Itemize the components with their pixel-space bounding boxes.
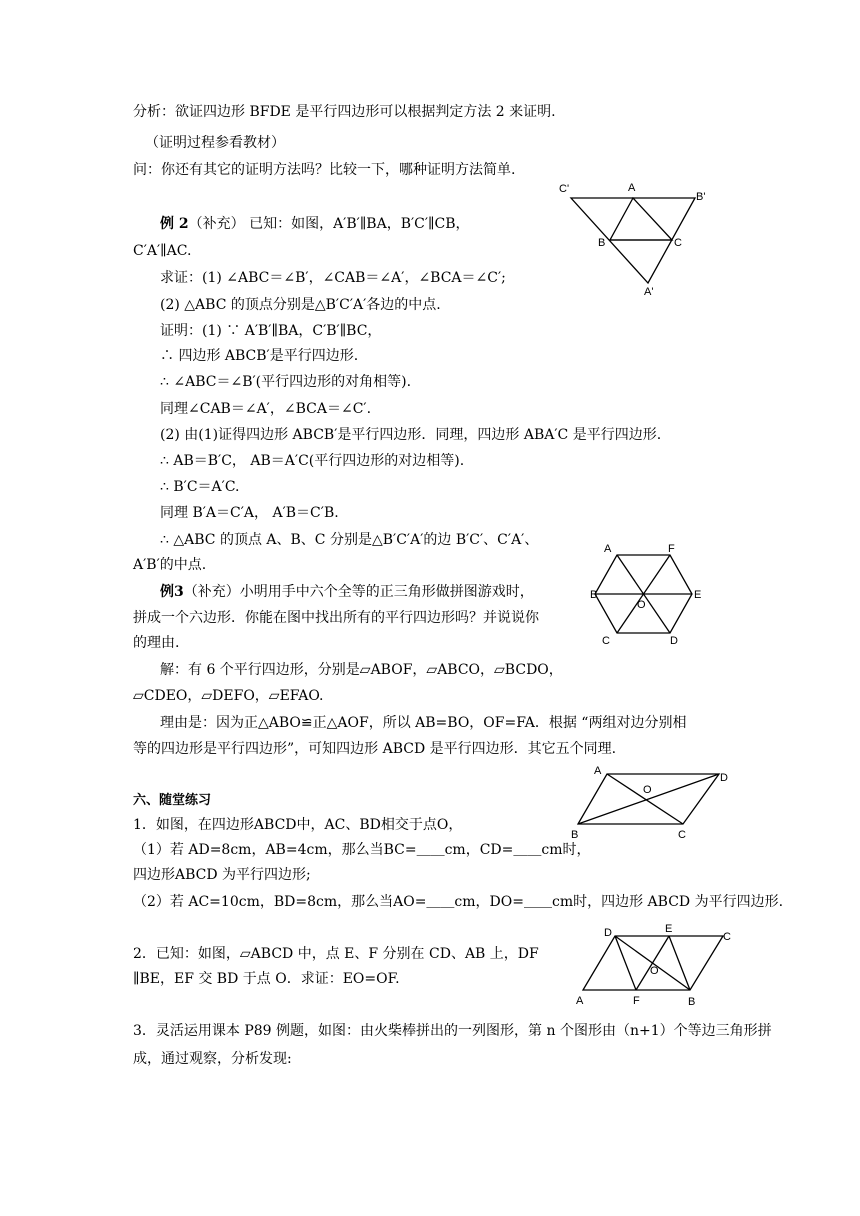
label-o: O — [637, 599, 646, 611]
example3-text-3: 的理由. — [133, 635, 180, 651]
exercise2-question: 2．已知：如图，▱ABCD 中，点 E、F 分别在 CD、AB 上，DF — [133, 946, 539, 962]
reason-line-2: 等的四边形是平行四边形”，可知四边形 ABCD 是平行四边形．其它五个同理. — [133, 741, 617, 757]
label-a-prime: A' — [644, 286, 654, 298]
label-b-prime: B' — [696, 191, 706, 203]
proof-line-2: ∴ 四边形 ABCB′是平行四边形. — [160, 348, 359, 364]
figure-parallelogram-efo — [570, 920, 740, 1012]
solution-line-2: ▱CDEO，▱DEFO，▱EFAO. — [133, 688, 324, 704]
diagonal-bd — [578, 774, 719, 824]
proof-line-7: ∴ B′C＝A′C. — [160, 479, 240, 495]
label-d: D — [670, 635, 678, 647]
example3-text-2: 拼成一个六边形．你能在图中找出所有的平行四边形吗？并说说你 — [133, 610, 539, 626]
proof-line-9: ∴ △ABC 的顶点 A、B、C 分别是△B′C′A′的边 B′C′、C′A′、 — [160, 532, 539, 548]
label-b: B — [571, 829, 579, 841]
example2-heading — [160, 214, 470, 234]
label-a: A — [628, 182, 636, 194]
example2-label: 例 2 — [160, 216, 189, 232]
exercise1-part1-cont: 四边形ABCD 为平行四边形; — [133, 867, 311, 883]
example2-prove-1: 求证：(1) ∠ABC＝∠B′，∠CAB＝∠A′，∠BCA＝∠C′; — [160, 270, 506, 286]
label-c: C — [674, 237, 682, 249]
label-c-prime: C' — [559, 183, 570, 195]
figure-parallelogram-abcd — [565, 762, 745, 846]
reason-line-1: 理由是：因为正△ABO≌正△AOF，所以 AB=BO，OF=FA．根据 “两组对边分别相 — [160, 715, 687, 731]
segment-ef — [636, 936, 669, 990]
label-a: A — [604, 543, 612, 555]
diagonal-ac — [607, 774, 683, 824]
label-d: D — [604, 927, 612, 939]
label-b: B — [590, 589, 598, 601]
proof-line-3: ∴ ∠ABC＝∠B′(平行四边形的对角相等). — [160, 374, 412, 390]
proof-line-1: 证明：(1) ∵ A′B′∥BA，C′B′∥BC， — [160, 323, 382, 339]
label-o: O — [643, 784, 652, 796]
section-heading-practice: 六、随堂练习 — [133, 793, 212, 808]
proof-line-4: 同理∠CAB＝∠A′，∠BCA＝∠C′. — [160, 401, 372, 417]
label-e: E — [665, 923, 673, 935]
exercise1-part1: （1）若 AD=8cm，AB=4cm，那么当BC=＿＿cm，CD=＿＿cm时， — [133, 842, 591, 858]
exercise3-question: 3．灵活运用课本 P89 例题，如图：由火柴棒拼出的一列图形，第 n 个图形由（n+1）个等边三角形拼 — [133, 1023, 772, 1039]
reference-note: （证明过程参看教材） — [145, 135, 285, 151]
solution-line-1: 解：有 6 个平行四边形，分别是▱ABOF，▱ABCO，▱BCDO， — [160, 662, 563, 678]
inner-triangle — [610, 198, 672, 240]
label-e: E — [694, 589, 702, 601]
label-c: C — [678, 829, 686, 841]
analysis-line: 分析：欲证四边形 BFDE 是平行四边形可以根据判定方法 2 来证明. — [133, 104, 556, 120]
exercise2-question-cont: ∥BE，EF 交 BD 于点 O．求证：EO=OF. — [133, 971, 400, 987]
example2-given: （补充） 已知：如图，A′B′∥BA，B′C′∥CB， — [188, 216, 470, 232]
label-d: D — [720, 772, 728, 784]
figure-midpoint-triangle — [555, 180, 715, 300]
label-a: A — [576, 995, 584, 1007]
proof-line-6: ∴ AB＝B′C， AB＝A′C(平行四边形的对边相等). — [160, 453, 465, 469]
label-f: F — [633, 995, 640, 1007]
label-b: B — [598, 237, 606, 249]
example3-text: （补充）小明用手中六个全等的正三角形做拼图游戏时， — [183, 584, 534, 600]
example3-heading — [160, 582, 534, 602]
exercise1-question: 1．如图，在四边形ABCD中，AC、BD相交于点O， — [133, 817, 463, 833]
label-b: B — [688, 996, 696, 1008]
example2-prove-2: (2) △ABC 的顶点分别是△B′C′A′各边的中点. — [160, 297, 441, 313]
exercise1-part2: （2）若 AC=10cm，BD=8cm，那么当AO=＿＿cm，DO=＿＿cm时，四边形 ABCD 为平行四边形. — [133, 894, 784, 910]
example3-label: 例3 — [160, 584, 184, 600]
figure-hexagon — [590, 540, 710, 650]
label-a: A — [594, 765, 602, 777]
proof-line-10: A′B′的中点. — [133, 557, 207, 573]
label-o: O — [650, 965, 659, 977]
exercise3-question-cont: 成，通过观察，分析发现: — [133, 1051, 292, 1067]
label-f: F — [668, 543, 675, 555]
label-c: C — [602, 635, 610, 647]
proof-line-5: (2) 由(1)证得四边形 ABCB′是平行四边形．同理，四边形 ABA′C 是平行四边形. — [160, 427, 662, 443]
question-line: 问：你还有其它的证明方法吗？比较一下，哪种证明方法简单. — [133, 162, 516, 178]
label-c: C — [723, 931, 731, 943]
proof-line-8: 同理 B′A＝C′A， A′B＝C′B. — [160, 505, 339, 521]
example2-given-cont: C′A′∥AC. — [133, 243, 192, 259]
